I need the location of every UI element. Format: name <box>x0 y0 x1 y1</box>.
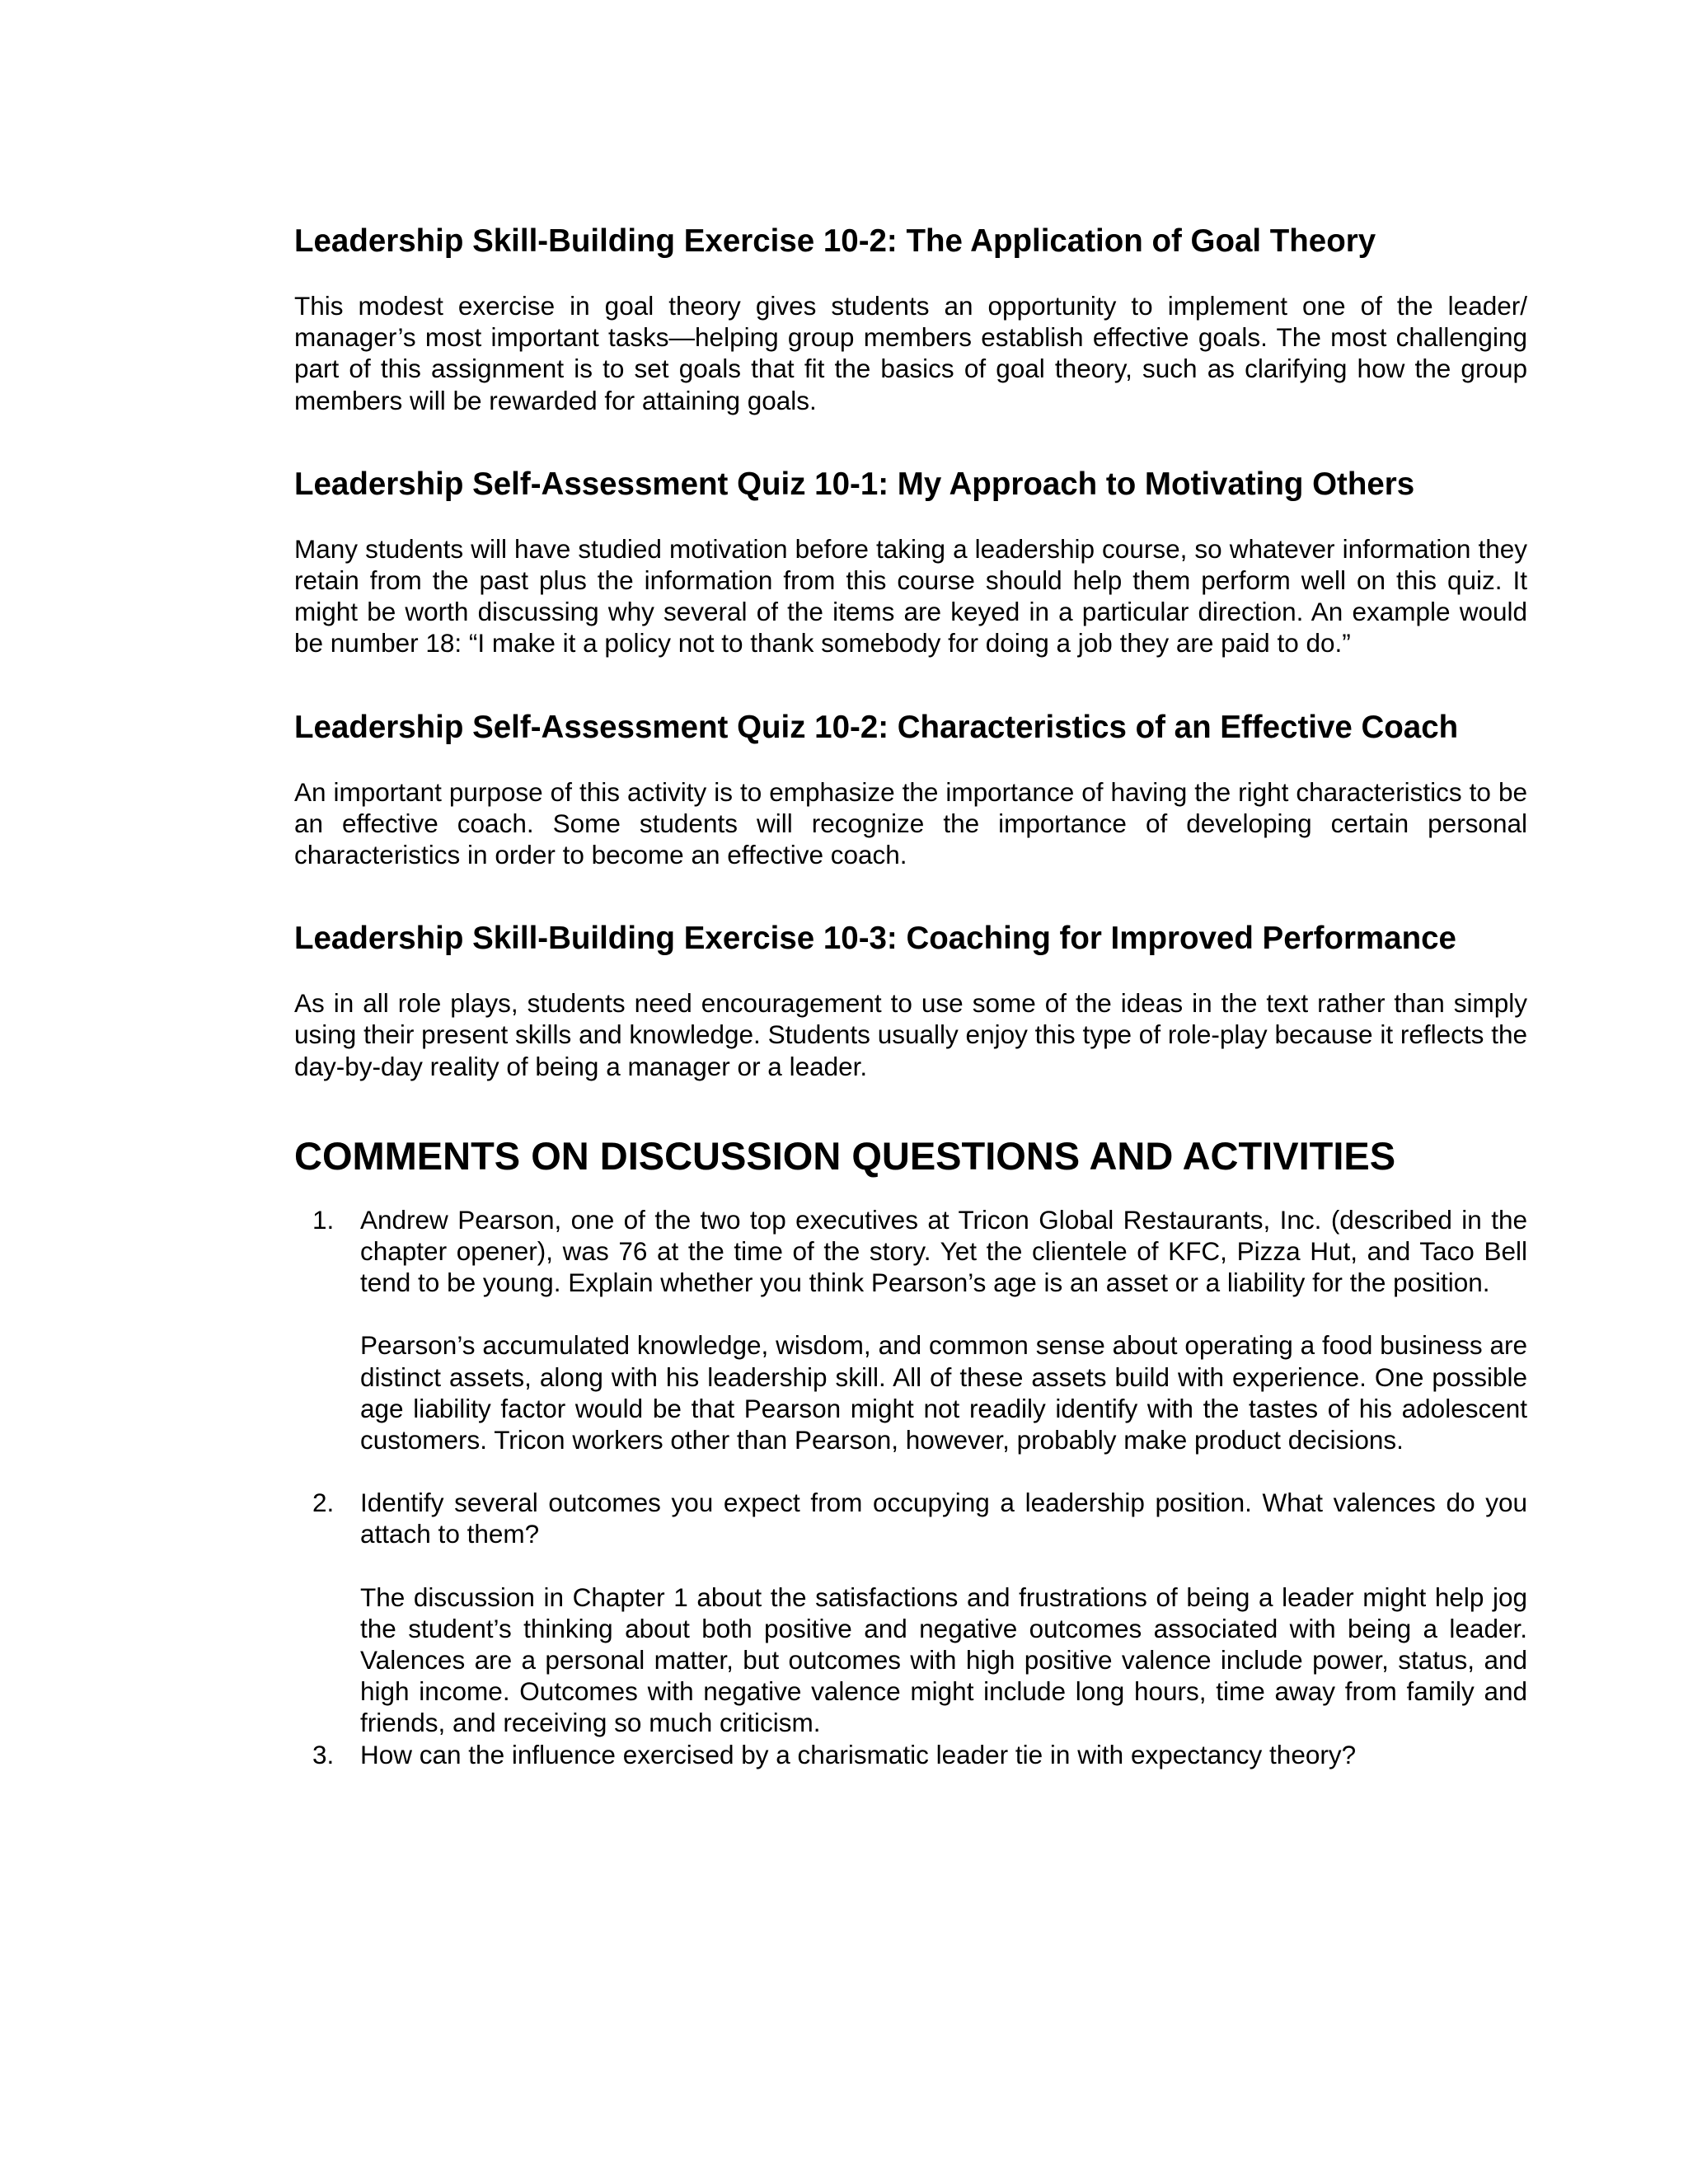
section-body: As in all role plays, students need encouragement to use some of the ideas in the text rather than simply using their present skills and knowledge. Students usually enjoy this type of role-play because it reflects the day-by-day reality of being a manager or a leader. <box>294 988 1527 1081</box>
section-body: This modest exercise in goal theory gives students an opportunity to implement one of the leader/ manager’s most important tasks—helping group members establish effective goals. The most challenging part of this assignment is to set goals that fit the basics of goal theory, such as clarifying how the group members will be rewarded for attaining goals. <box>294 291 1527 415</box>
question-text: Identify several outcomes you expect from occupying a leadership position. What valences do you attach to them? <box>360 1488 1527 1549</box>
answer-text: Pearson’s accumulated knowledge, wisdom, and common sense about operating a food business are distinct assets, along with his leadership skill. All of these assets build with experience. One possible age liability factor would be that Pearson might not readily identify with the tastes of his adolescent customers. Tricon workers other than Pearson, however, probably make product decisions. <box>360 1330 1527 1455</box>
question-number: 3. <box>312 1739 335 1769</box>
document-page <box>294 223 1527 1802</box>
section-effective-coach <box>294 709 1527 871</box>
question-text: How can the influence exercised by a charismatic leader tie in with expectancy theory? <box>360 1739 1357 1769</box>
comments-section <box>294 1133 1527 1770</box>
question-number: 2. <box>312 1488 335 1518</box>
section-body: An important purpose of this activity is to emphasize the importance of having the right characteristics to be an effective coach. Some students will recognize the importance of developing certain personal characteristics in order to become an effective coach. <box>294 776 1527 870</box>
section-heading: Leadership Skill-Building Exercise 10-3: Coaching for Improved Performance <box>294 921 1456 957</box>
section-heading: Leadership Self-Assessment Quiz 10-1: My Approach to Motivating Others <box>294 466 1415 502</box>
section-goal-theory <box>294 223 1527 416</box>
section-body: Many students will have studied motivation before taking a leadership course, so whatever information they retain from the past plus the information from this course should help them perform well on this quiz. It might be worth discussing why several of the items are keyed in a particular direction. An example would be number 18: “I make it a policy not to thank somebody for doing a job they are paid to do.” <box>294 533 1527 658</box>
section-heading: Leadership Self-Assessment Quiz 10-2: Characteristics of an Effective Coach <box>294 709 1459 745</box>
section-coaching-performance <box>294 920 1527 1082</box>
discussion-question-item <box>294 1739 1527 1770</box>
answer-text: The discussion in Chapter 1 about the satisfactions and frustrations of being a leader might help jog the student’s thinking about both positive and negative outcomes associated with being a leader. Valences are a personal matter, but outcomes with high positive valence include power, status, and high income. Outcomes with negative valence might include long hours, time away from family and friends, and receiving so much criticism. <box>360 1582 1527 1738</box>
question-number: 1. <box>312 1204 335 1235</box>
section-motivating-others <box>294 466 1527 659</box>
comments-heading: COMMENTS ON DISCUSSION QUESTIONS AND ACTIVITIES <box>294 1133 1396 1178</box>
discussion-question-list <box>294 1204 1527 1770</box>
section-heading: Leadership Skill-Building Exercise 10-2: The Application of Goal Theory <box>294 223 1376 259</box>
discussion-question-item <box>294 1487 1527 1738</box>
question-text: Andrew Pearson, one of the two top executives at Tricon Global Restaurants, Inc. (described in the chapter opener), was 76 at the time of the story. Yet the clientele of KFC, Pizza Hut, and Taco Bell tend to be young. Explain whether you think Pearson’s age is an asset or a liability for the position. <box>360 1204 1527 1298</box>
discussion-question-item <box>294 1204 1527 1455</box>
